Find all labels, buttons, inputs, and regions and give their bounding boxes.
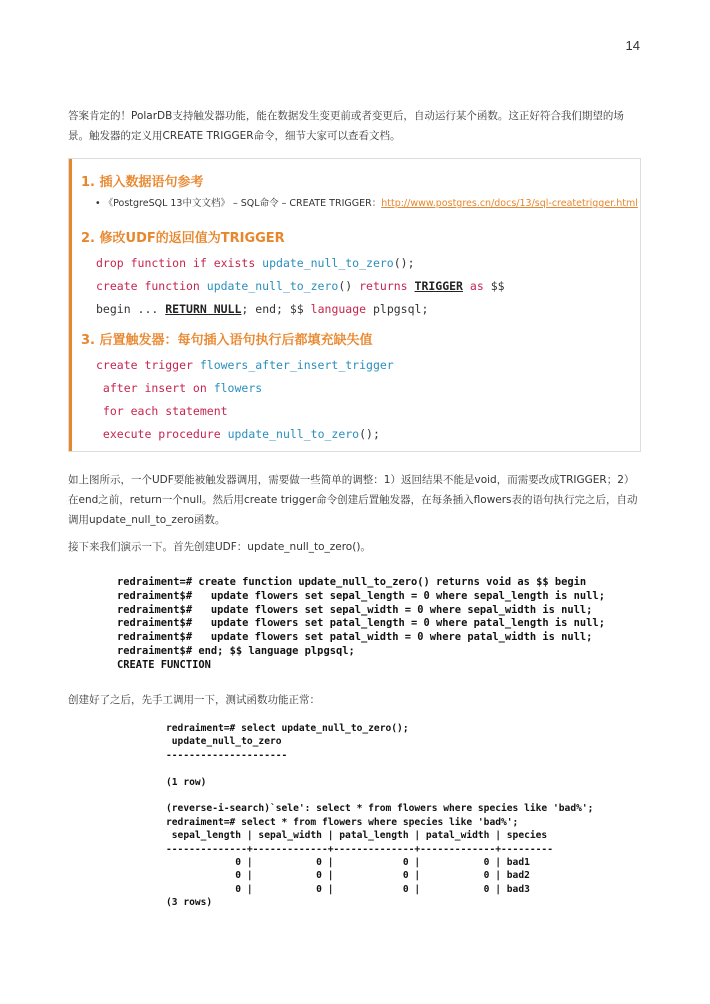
code-punct: ();: [393, 256, 415, 270]
terminal-create-function: redraiment=# create function update_null_to_zero() returns void as $$ begin redraiment$# update flowers set sepal_length = 0 where sepal_length is null; redraiment$# update flowers set sepal_width = 0 where sepal_width is null; redraiment$# update flowers set patal_length = 0 where patal_length is null; redraiment$# update flowers set patal_width = 0 where patal_width is null; redraiment$# end; $$ language plpgsql; CREATE FUNCTION: [117, 576, 605, 671]
code-keyword: create trigger: [96, 358, 200, 372]
code-punct: ();: [359, 427, 380, 441]
code-keyword: drop function if exists: [96, 256, 263, 270]
section1-title: 1. 插入数据语句参考: [81, 175, 204, 190]
doc-reference-bullet: [95, 195, 638, 209]
page-number: 14: [625, 38, 640, 53]
explanation-paragraph: 如上图所示，一个UDF要能被触发器调用，需要做一些简单的调整：1）返回结果不能是void，而需要改成TRIGGER；2）在end之前，return一个null。然后用create trigger命令创建后置触发器，在每条插入flowers表的语句执行完之后，自动调用update_null_to_zero函数。: [68, 474, 638, 526]
code-line-after-insert: [96, 380, 262, 396]
doc-reference-text: • 《PostgreSQL 13中文文档》 – SQL命令 – CREATE TRIGGER：: [95, 198, 382, 209]
code-punct: $$: [490, 279, 505, 293]
section3-title: 3. 后置触发器：每句插入语句执行后都填充缺失值: [81, 333, 373, 348]
demo-intro-paragraph: 接下来我们演示一下。首先创建UDF：update_null_to_zero()。: [68, 541, 371, 553]
section2-title: 2. 修改UDF的返回值为TRIGGER: [81, 231, 285, 246]
code-plain: ; end; $$: [241, 302, 311, 316]
doc-reference-link[interactable]: http://www.postgres.cn/docs/13/sql-createtrigger.html: [381, 198, 638, 209]
code-emphasis: RETURN NULL: [165, 302, 242, 316]
intro-paragraph: 答案肯定的！PolarDB支持触发器功能，能在数据发生变更前或者变更后，自动运行某个函数。这正好符合我们期望的场景。触发器的定义用CREATE TRIGGER命令，细节大家可以查看文档。: [68, 110, 624, 142]
code-line-begin-end: [96, 301, 428, 317]
code-function-name: update_null_to_zero: [206, 279, 339, 293]
code-line-drop-function: [96, 255, 415, 271]
test-intro-paragraph: 创建好了之后，先手工调用一下，测试函数功能正常：: [68, 694, 320, 706]
code-punct: (): [338, 279, 360, 293]
code-keyword: language: [310, 302, 373, 316]
code-line-execute-procedure: [96, 426, 380, 442]
code-keyword: as: [462, 279, 491, 293]
code-line-create-function: [96, 278, 505, 294]
code-plain: begin ...: [96, 302, 166, 316]
code-trigger-name: flowers_after_insert_trigger: [199, 358, 394, 372]
code-keyword: for each statement: [96, 404, 228, 418]
code-line-create-trigger: [96, 357, 394, 373]
code-function-name: update_null_to_zero: [227, 427, 360, 441]
terminal-test-query: redraiment=# select update_null_to_zero(); update_null_to_zero --------------------- (1 row) (reverse-i-search)`sele': select * from flowers where species like 'bad%'; redraiment=# select * from flowers where species like 'bad%'; sepal_length | sepal_width | patal_length | patal_width | species --------------+-------------+--------------+-------------+--------- 0 | 0 | 0 | 0 | bad1 0 | 0 | 0 | 0 | bad2 0 | 0 | 0 | 0 | bad3 (3 rows): [166, 723, 594, 909]
code-emphasis: TRIGGER: [414, 279, 463, 293]
code-line-for-each: [96, 403, 228, 419]
code-keyword: returns: [359, 279, 415, 293]
callout-box: [68, 158, 641, 452]
code-function-name: update_null_to_zero: [262, 256, 394, 270]
code-keyword: execute procedure: [96, 427, 228, 441]
code-keyword: after insert on: [96, 381, 214, 395]
code-table-name: flowers: [213, 381, 263, 395]
callout-accent-bar: [69, 159, 72, 451]
code-keyword: create function: [96, 279, 207, 293]
code-plain: plpgsql;: [372, 302, 429, 316]
